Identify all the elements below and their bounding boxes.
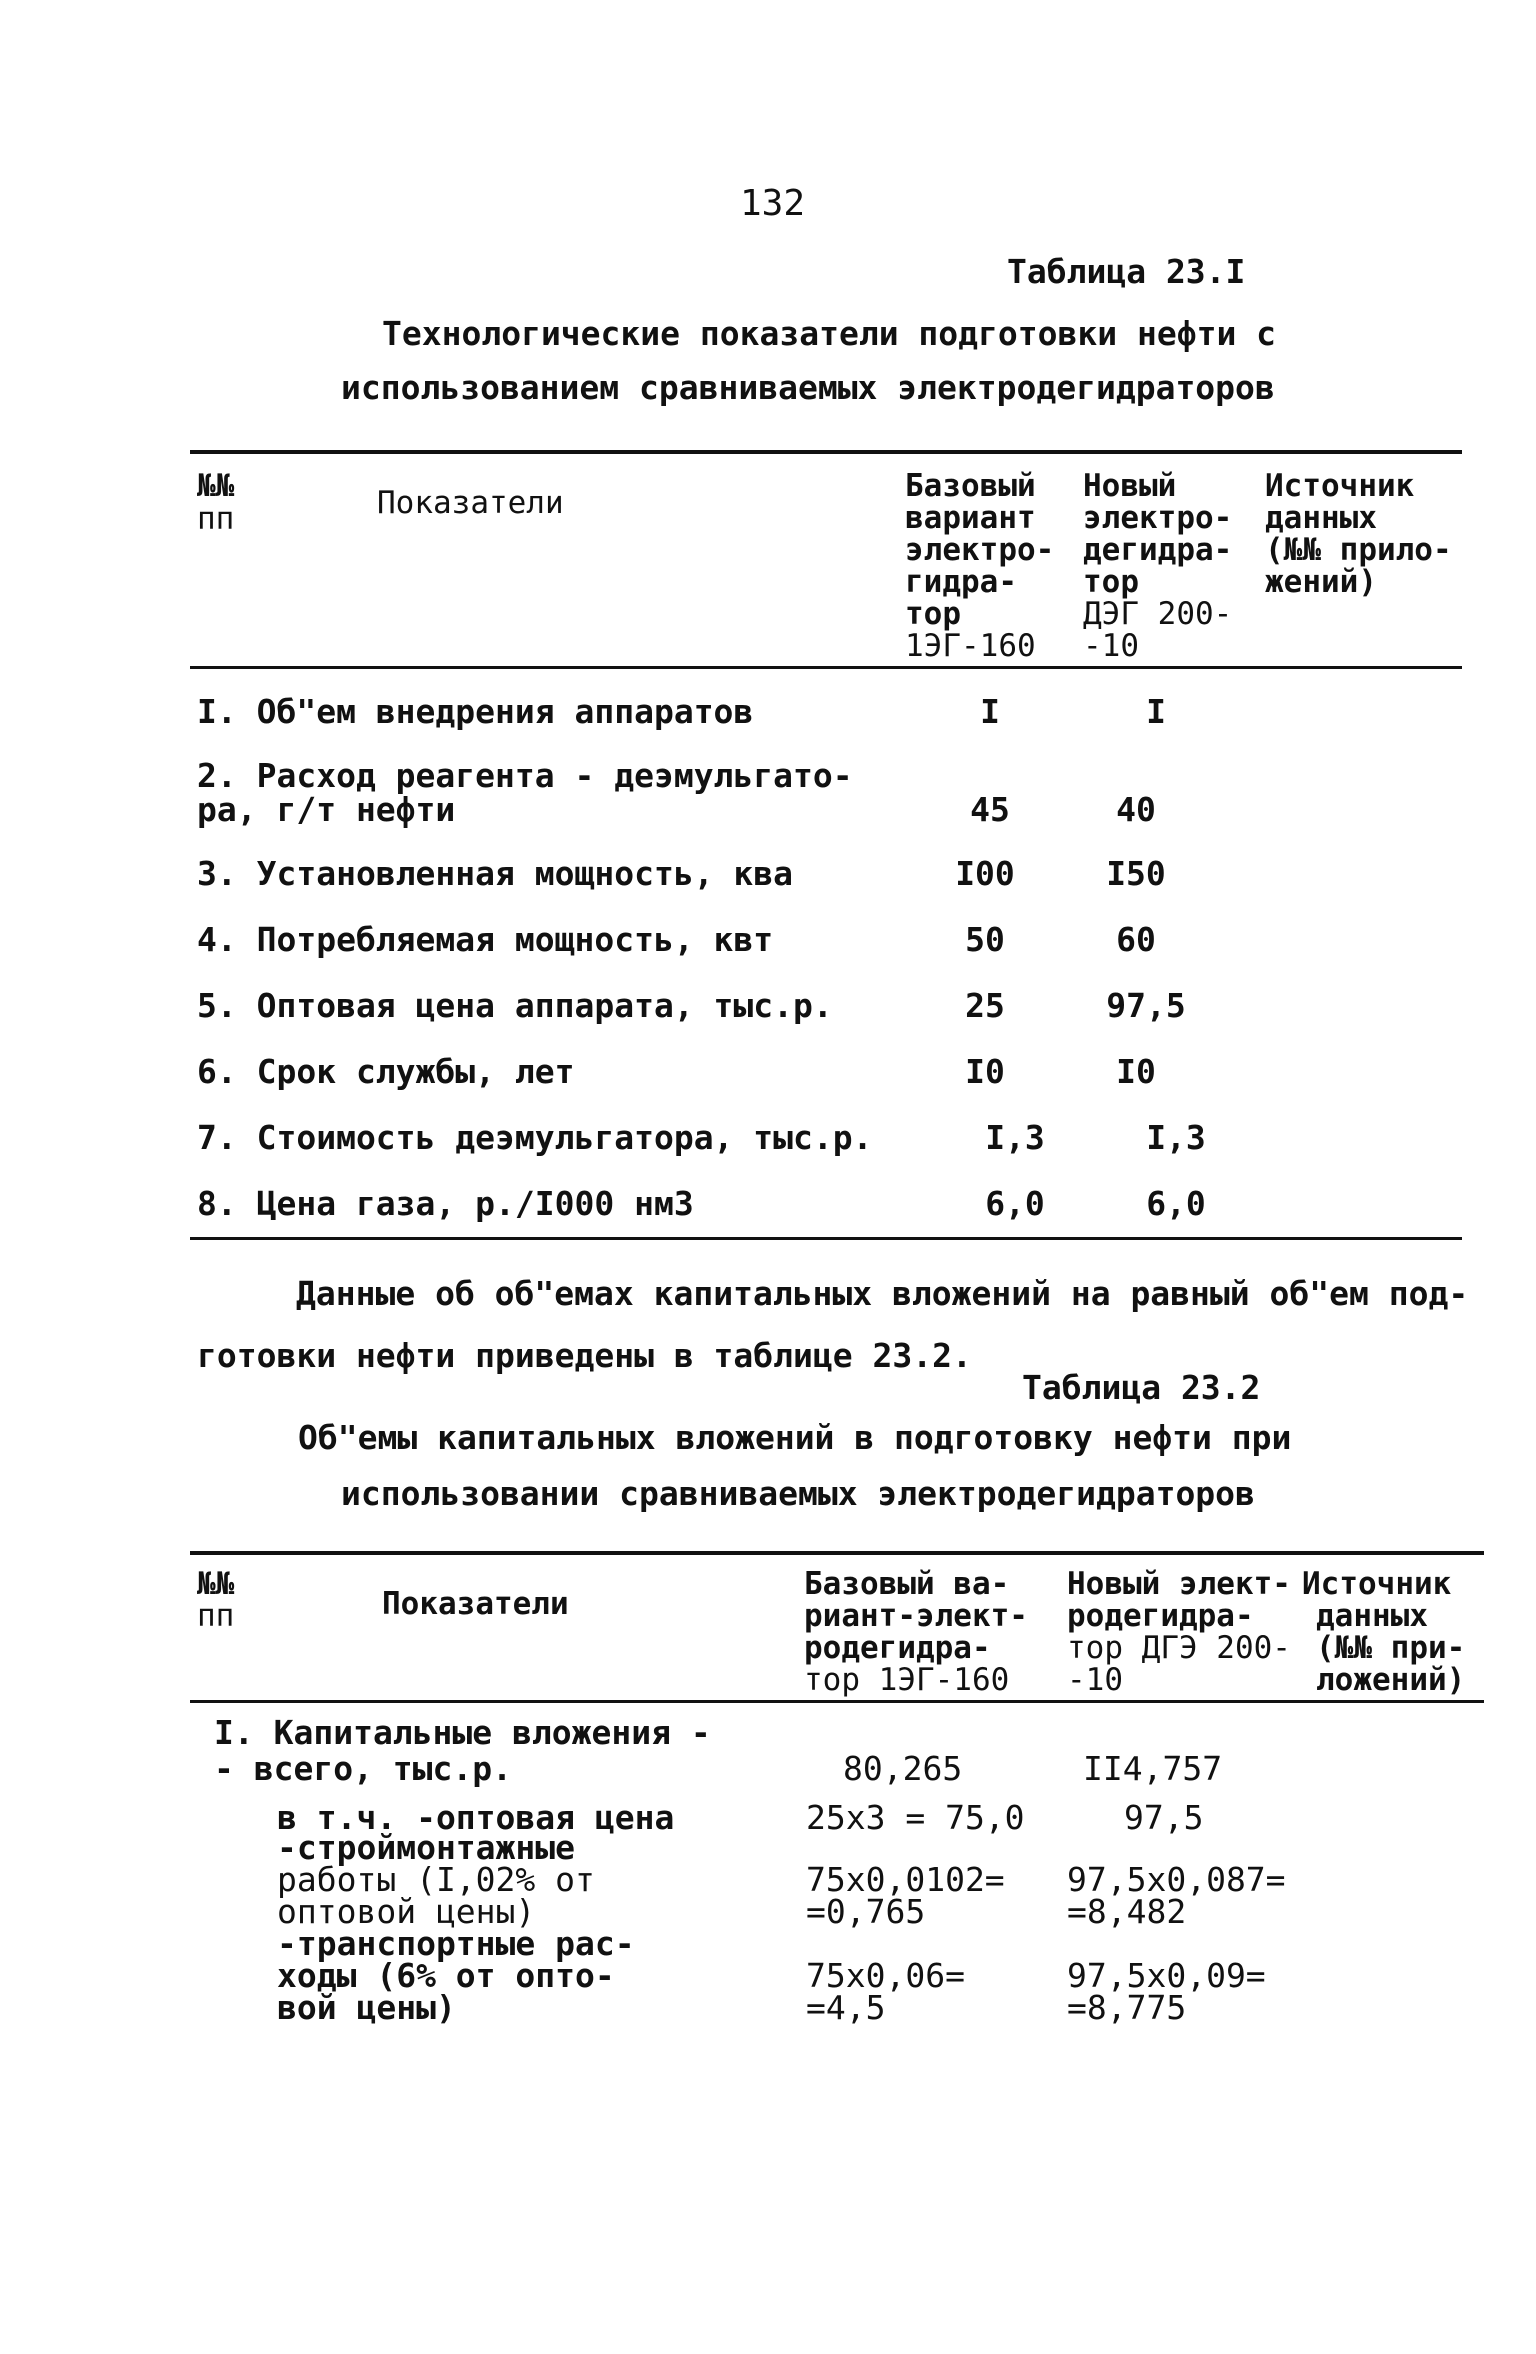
table1-row-label: I. Об"ем внедрения аппаратов [197,692,754,731]
table2-top-rule [190,1551,1484,1555]
table2-header-rule [190,1700,1484,1703]
table2-row-label-cont: -строймонтажные [277,1828,576,1867]
table1-header-indicator: Показатели [377,485,564,521]
table1-row-base: 25 [965,986,1005,1025]
table2-title-line1: Об"емы капитальных вложений в подготовку нефти при [298,1418,1292,1457]
table1-header-new-5: ДЭГ 200- [1083,596,1233,632]
table2-row-new: 97,5 [1124,1798,1204,1837]
table1-header-num-1: №№ [197,468,235,504]
table2-header-new-1: Новый элект- [1067,1566,1291,1602]
table1-row-label: 6. Срок службы, лет [197,1052,575,1091]
table1-row-label: 7. Стоимость деэмульгатора, тыс.р. [197,1118,873,1157]
table1-row-new: I [1146,692,1166,731]
table1-header-new-2: электро- [1083,500,1233,536]
table2-row-new: II4,757 [1083,1749,1223,1788]
table2-header-new-2: родегидра- [1067,1598,1254,1634]
table2-header-source-1: Источник [1302,1566,1452,1602]
table2-header-base-3: родегидра- [804,1630,991,1666]
table1-row-base: I0 [965,1052,1005,1091]
table1-row-base: I00 [955,854,1015,893]
table1-header-base-1: Базовый [905,468,1036,504]
table2-header-new-3: тор ДГЭ 200- [1067,1630,1291,1666]
table1-row-label: 8. Цена газа, р./I000 нм3 [197,1184,694,1223]
table1-row-base: 6,0 [985,1184,1045,1223]
table1-header-source-3: (№№ прило- [1265,532,1452,568]
table1-header-base-4: гидра- [905,564,1017,600]
table1-header-rule [190,666,1462,669]
table1-header-new-3: дегидра- [1083,532,1233,568]
table1-row-new: I,3 [1146,1118,1206,1157]
table2-row-label-cont: работы (I,02% от [277,1860,595,1899]
table1-top-rule [190,450,1462,454]
table1-row-label: 3. Установленная мощность, ква [197,854,794,893]
table1-label: Таблица 23.I [1007,252,1246,291]
table1-header-base-3: электро- [905,532,1055,568]
table1-row-label: 5. Оптовая цена аппарата, тыс.р. [197,986,833,1025]
table2-title-line2: использовании сравниваемых электродегидраторов [341,1474,1255,1513]
table2-row-label-cont: ходы (6% от опто- [277,1956,615,1995]
table1-row-label: 4. Потребляемая мощность, квт [197,920,774,959]
table1-row-new: I0 [1116,1052,1156,1091]
table2-header-source-3: (№№ при- [1316,1630,1466,1666]
table1-header-base-5: тор [905,596,961,632]
table1-header-source-4: жений) [1265,564,1377,600]
table2-row-new: 97,5х0,087= [1067,1860,1286,1899]
table2-header-source-4: ложений) [1316,1662,1466,1698]
table2-label: Таблица 23.2 [1022,1368,1261,1407]
table2-row-new: =8,482 [1067,1892,1187,1931]
table2-row-label: в т.ч. -оптовая цена [277,1798,675,1837]
table2-row-label-cont: - всего, тыс.р. [214,1749,513,1788]
table1-row-new: 60 [1116,920,1156,959]
table2-row-label: I. Капитальные вложения - [214,1713,711,1752]
table1-header-source-2: данных [1265,500,1377,536]
table1-row-label-cont: ра, г/т нефти [197,790,456,829]
table1-header-new-1: Новый [1083,468,1177,504]
table2-header-new-4: -10 [1067,1662,1123,1698]
table2-row-base: 75х0,06= [806,1956,965,1995]
table1-row-base: I [980,692,1000,731]
table1-title-line2: использованием сравниваемых электродегидраторов [341,368,1275,407]
paragraph-line2: готовки нефти приведены в таблице 23.2. [197,1336,972,1375]
table2-row-new: 97,5х0,09= [1067,1956,1266,1995]
table2-header-num-1: №№ [197,1566,235,1602]
table1-row-base: 50 [965,920,1005,959]
table2-header-num-2: пп [197,1598,235,1634]
table2-row-label: -транспортные рас- [277,1924,635,1963]
table1-row-new: 97,5 [1106,986,1186,1025]
table2-header-indicator: Показатели [382,1586,569,1622]
table2-header-base-4: тор 1ЭГ-160 [804,1662,1010,1698]
table2-row-base: 80,265 [843,1749,963,1788]
table1-header-num-2: пп [197,501,235,537]
table2-row-base: 75х0,0102= [806,1860,1005,1899]
table1-header-new-4: тор [1083,564,1139,600]
table2-row-label-cont: вой цены) [277,1988,456,2027]
table1-header-source-1: Источник [1265,468,1415,504]
table2-row-new: =8,775 [1067,1988,1187,2027]
table2-row-base: =0,765 [806,1892,926,1931]
page-number: 132 [740,183,806,224]
table1-header-base-2: вариант [905,500,1036,536]
table1-header-new-6: -10 [1083,628,1139,664]
table1-row-base: I,3 [985,1118,1045,1157]
table2-header-base-1: Базовый ва- [804,1566,1010,1602]
table1-row-label: 2. Расход реагента - деэмульгато- [197,756,853,795]
table1-row-new: I50 [1106,854,1166,893]
table1-row-new: 40 [1116,790,1156,829]
paragraph-line1: Данные об об"емах капитальных вложений на равный об"ем под- [296,1274,1469,1313]
table1-bottom-rule [190,1237,1462,1240]
table1-row-new: 6,0 [1146,1184,1206,1223]
table1-title-line1: Технологические показатели подготовки нефти с [382,314,1277,353]
table1-row-base: 45 [970,790,1010,829]
table1-header-base-6: 1ЭГ-160 [905,628,1036,664]
table2-row-base: =4,5 [806,1988,886,2027]
table2-row-base: 25х3 = 75,0 [806,1798,1025,1837]
table2-header-source-2: данных [1316,1598,1428,1634]
table2-row-label-cont: оптовой цены) [277,1892,536,1931]
table2-header-base-2: риант-элект- [804,1598,1028,1634]
